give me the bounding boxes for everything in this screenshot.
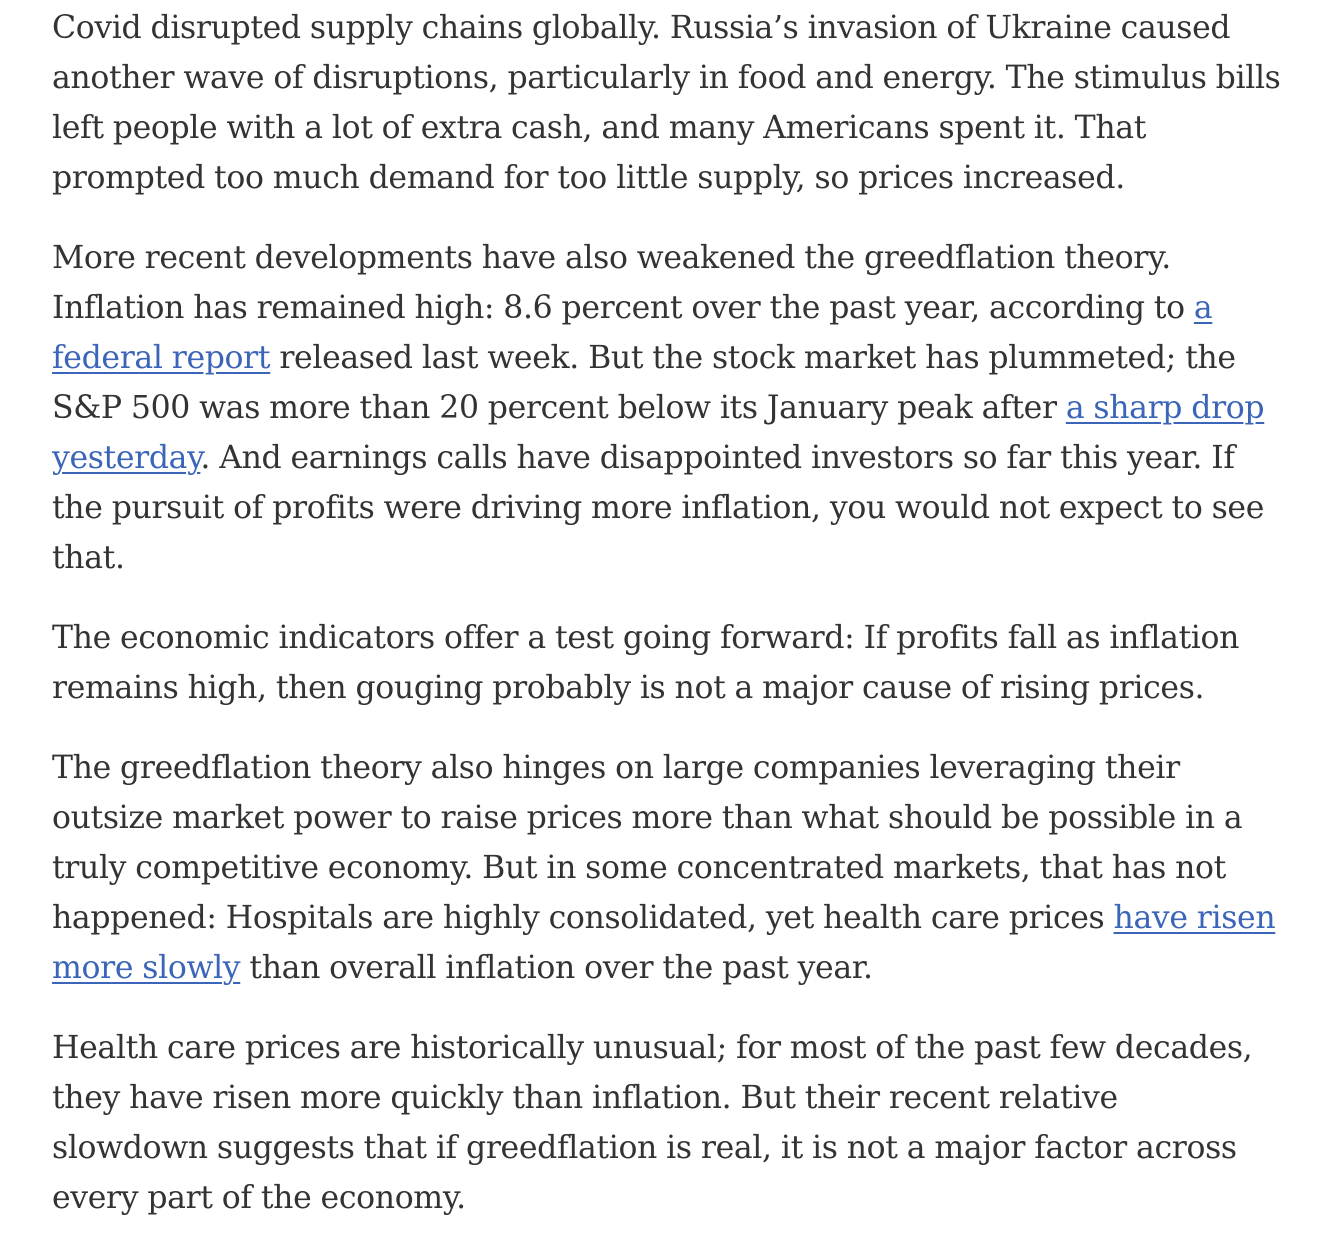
paragraph-market-power [52,743,1282,993]
paragraph-health-care [52,1023,1282,1223]
paragraph-text: The greedflation theory also hinges on large companies leveraging their outsize market power to raise prices more than what should be possible in a truly competitive economy. But in some concentrated markets, that has not happened: Hospitals are highly consolidated, yet health care prices [52,750,1243,936]
paragraph-text: More recent developments have also weakened the greedflation theory. Inflation has remained high: 8.6 percent over the past year, according to [52,240,1194,326]
paragraph-text: Health care prices are historically unusual; for most of the past few decades, they have risen more quickly than inflation. But their recent relative slowdown suggests that if greedflation is real, it is not a major factor across every part of the economy. [52,1030,1253,1216]
paragraph-text: than overall inflation over the past year. [240,950,873,986]
paragraph-text: The economic indicators offer a test going forward: If profits fall as inflation remains high, then gouging probably is not a major cause of rising prices. [52,620,1240,706]
sharp-drop-link[interactable]: a sharp drop yesterday [52,390,1265,476]
paragraph-text: Covid disrupted supply chains globally. Russia’s invasion of Ukraine caused another wave of disruptions, particularly in food and energy. The stimulus bills left people with a lot of extra cash, and many Americans spent it. That prompted too much demand for too little supply, so prices increased. [52,10,1281,196]
have-risen-more-slowly-link[interactable]: have risen more slowly [52,900,1276,986]
article-body [52,3,1282,1253]
paragraph-text: released last week. But the stock market has plummeted; the S&P 500 was more than 20 percent below its January peak after [52,340,1236,426]
paragraph-supply-chains [52,3,1282,203]
paragraph-economic-indicators [52,613,1282,713]
federal-report-link[interactable]: a federal report [52,290,1213,376]
paragraph-recent-developments [52,233,1282,583]
paragraph-text: . And earnings calls have disappointed investors so far this year. If the pursuit of profits were driving more inflation, you would not expect to see that. [52,440,1264,576]
